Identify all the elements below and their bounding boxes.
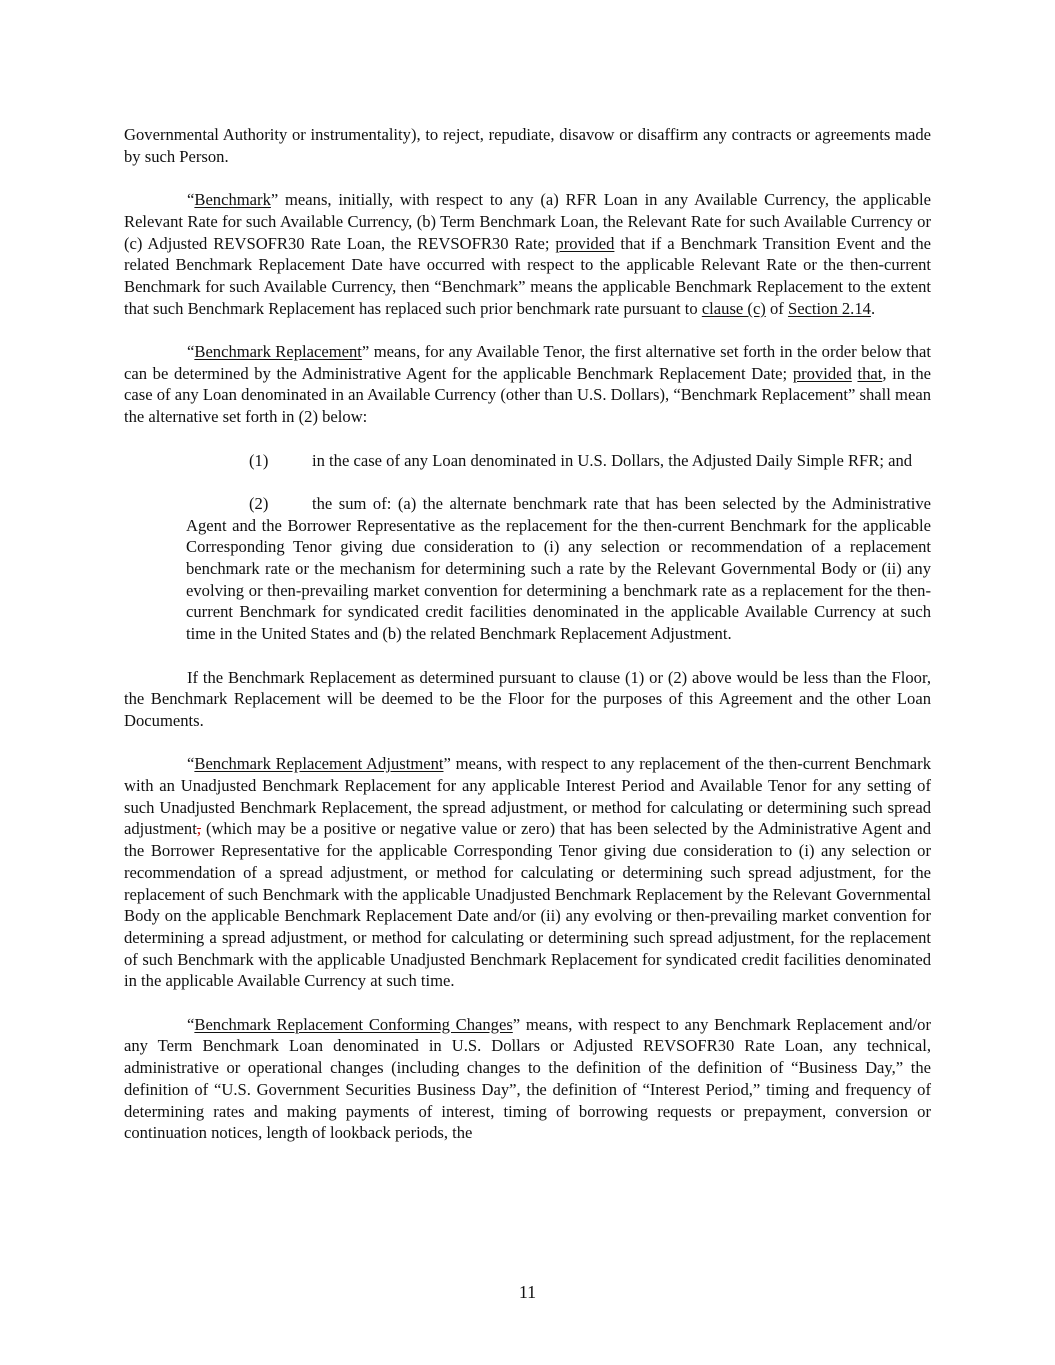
list-item-2: (2) the sum of: (a) the alternate benchmark rate that has been selected by the Administrative Agent and the Borrower Representative as the replacement for the then-current Benchmark for the applicable Corresponding Tenor giving due consideration to (i) any selection or recommendation of a replacement benchmark rate or the mechanism for determining such a rate by the Relevant Governmental Body or (ii) any evolving or then-prevailing market convention for determining a benchmark rate as a replacement for the then-current Benchmark for syndicated credit facilities denominated in the applicable Available Currency at such time in the United States and (b) the related Benchmark Replacement Adjustment. xyxy=(186,493,931,644)
list-item-number: (1) xyxy=(249,450,269,470)
provided-term: provided xyxy=(792,363,852,383)
defined-term-conforming-changes: Benchmark Replacement Conforming Changes xyxy=(194,1014,513,1034)
list-item-number: (2) xyxy=(249,493,269,513)
provided-term: provided xyxy=(555,233,615,253)
tracked-deletion: , xyxy=(196,819,201,839)
page-number: 11 xyxy=(518,1282,537,1302)
defined-term-benchmark-replacement: Benchmark Replacement xyxy=(194,342,362,361)
clause-reference: clause (c) xyxy=(701,298,766,318)
paragraph-floor: If the Benchmark Replacement as determined pursuant to clause (1) or (2) above would be less than the Floor, the Benchmark Replacement will be deemed to be the Floor for the purposes of this Agreement and the other Loan Documents. xyxy=(124,667,931,730)
definition-benchmark-replacement-conforming-changes: “Benchmark Replacement Conforming Changes” means, with respect to any Benchmark Replacement and/or any Term Benchmark Loan denominated in U.S. Dollars or Adjusted REVSOFR30 Rate Loan, any technical, administrative or operational changes (including changes to the definition of the definition of “Business Day,” the definition of “U.S. Government Securities Business Day”, the definition of “Interest Period,” timing and frequency of determining rates and making payments of interest, timing of borrowing requests or prepayment, conversion or continuation notices, length of lookback periods, the xyxy=(124,1014,931,1143)
paragraph-continuation: Governmental Authority or instrumentality), to reject, repudiate, disavow or disaffirm any contracts or agreements made by such Person. xyxy=(124,125,931,166)
section-reference: Section 2.14 xyxy=(787,298,871,318)
list-item-1: (1) in the case of any Loan denominated in U.S. Dollars, the Adjusted Daily Simple RFR; and xyxy=(249,450,913,470)
definition-benchmark: “Benchmark” means, initially, with respect to any (a) RFR Loan in any Available Currency, the applicable Relevant Rate for such Available Currency, (b) Term Benchmark Loan, the Relevant Rate for such Available Currency or (c) Adjusted REVSOFR30 Rate Loan, the REVSOFR30 Rate; provided that if a Benchmark Transition Event and the related Benchmark Replacement Date have occurred with respect to the applicable Relevant Rate or the then-current Benchmark for such Available Currency, then “Benchmark” means the applicable Benchmark Replacement to the extent that such Benchmark Replacement has replaced such prior benchmark rate pursuant to clause (c) of Section 2.14. xyxy=(124,190,931,318)
defined-term-benchmark-replacement-adjustment: Benchmark Replacement Adjustment xyxy=(194,754,444,774)
definition-benchmark-replacement-adjustment: “Benchmark Replacement Adjustment” means, with respect to any replacement of the then-current Benchmark with an Unadjusted Benchmark Replacement for any applicable Interest Period and Available Tenor for any setting of such Unadjusted Benchmark Replacement, the spread adjustment, or method for calculating or determining such spread adjustment, (which may be a positive or negative value or zero) that has been selected by the Administrative Agent and the Borrower Representative for the applicable Corresponding Tenor giving due consideration to (i) any selection or recommendation of a spread adjustment, or method for calculating or determining such spread adjustment, for the replacement of such Benchmark with the applicable Unadjusted Benchmark Replacement by the Relevant Governmental Body on the applicable Benchmark Replacement Date and/or (ii) any evolving or then-prevailing market convention for determining a spread adjustment, or method for calculating or determining such spread adjustment, for the replacement of such Benchmark with the applicable Unadjusted Benchmark Replacement for syndicated credit facilities denominated in the applicable Available Currency at such time. xyxy=(124,754,931,991)
defined-term-benchmark: Benchmark xyxy=(194,190,271,210)
document-page xyxy=(124,124,931,1144)
definition-benchmark-replacement: “Benchmark Replacement” means, for any Available Tenor, the first alternative set forth in the order below that can be determined by the Administrative Agent for the applicable Benchmark Replacement Date; provided that, in the case of any Loan denominated in an Available Currency (other than U.S. Dollars), “Benchmark Replacement” shall mean the alternative set forth in (2) below: xyxy=(124,342,931,427)
that-term: that xyxy=(857,363,883,383)
